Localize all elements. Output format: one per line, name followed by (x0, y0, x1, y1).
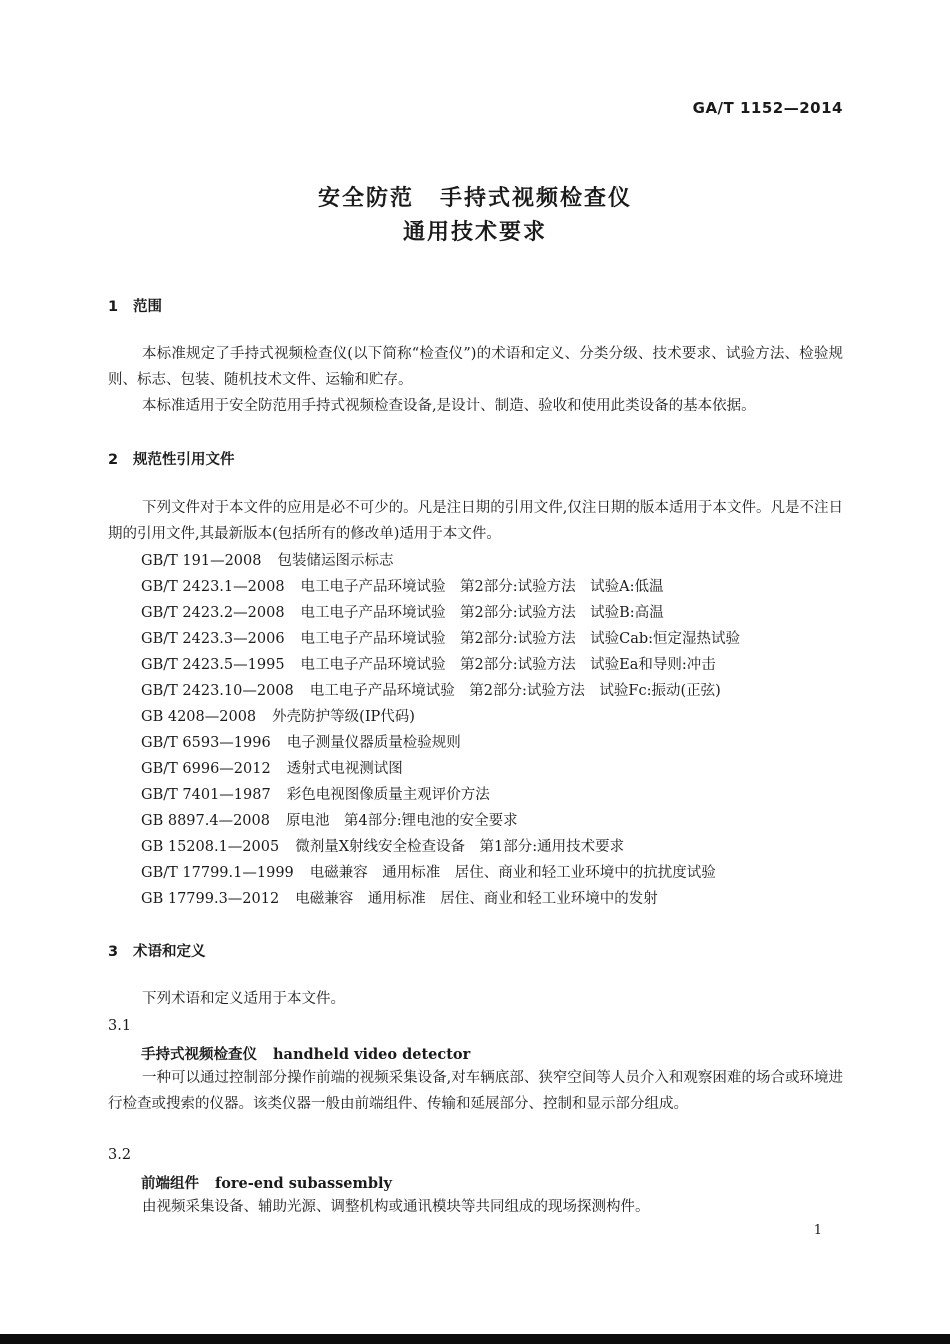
title-part-a: 安全防范 (317, 186, 414, 211)
title-part-b: 手持式视频检查仪 (440, 186, 633, 211)
reference-code: GB 15208.1—2005 (141, 839, 280, 855)
term-chinese: 前端组件 (141, 1176, 199, 1192)
section-2-paragraph-1: 下列文件对于本文件的应用是必不可少的。凡是注日期的引用文件,仅注日期的版本适用于本文件。凡是不注日期的引用文件,其最新版本(包括所有的修改单)适用于本文件。 (108, 500, 843, 542)
reference-title: 透射式电视测试图 (286, 761, 403, 777)
section-3-heading (108, 940, 206, 961)
section-title: 术语和定义 (133, 944, 206, 960)
section-1-paragraph-1: 本标准规定了手持式视频检查仪(以下简称“检查仪”)的术语和定义、分类分级、技术要求、试验方法、检验规则、标志、包装、随机技术文件、运输和贮存。 (108, 346, 843, 388)
reference-item (141, 861, 716, 882)
reference-code: GB 4208—2008 (141, 709, 257, 725)
reference-title: 外壳防护等级(IP代码) (272, 709, 415, 725)
term-number: 3.1 (108, 1018, 132, 1034)
reference-item (141, 575, 664, 596)
reference-title: 电工电子产品环境试验 第2部分:试验方法 试验Fc:振动(正弦) (309, 683, 721, 699)
reference-title: 包装储运图示标志 (277, 553, 394, 569)
reference-item (141, 809, 518, 830)
reference-code: GB/T 2423.10—2008 (141, 683, 294, 699)
term-definition: 由视频采集设备、辅助光源、调整机构或通讯模块等共同组成的现场探测构件。 (142, 1199, 650, 1215)
reference-item (141, 653, 716, 674)
term-definition: 一种可以通过控制部分操作前端的视频采集设备,对车辆底部、狭窄空间等人员介入和观察困难的场合或环境进行检查或搜索的仪器。该类仪器一般由前端组件、传输和延展部分、控制和显示部分组成。 (108, 1070, 843, 1112)
reference-item (141, 705, 415, 726)
reference-title: 电工电子产品环境试验 第2部分:试验方法 试验Ea和导则:冲击 (300, 657, 716, 673)
reference-code: GB/T 17799.1—1999 (141, 865, 294, 881)
section-2-heading (108, 448, 235, 469)
document-title-line1 (0, 181, 950, 212)
term-heading (141, 1043, 470, 1064)
reference-code: GB/T 2423.3—2006 (141, 631, 285, 647)
reference-code: GB/T 2423.5—1995 (141, 657, 285, 673)
term-chinese: 手持式视频检查仪 (141, 1047, 257, 1063)
reference-title: 电工电子产品环境试验 第2部分:试验方法 试验Cab:恒定湿热试验 (300, 631, 741, 647)
page-number: 1 (813, 1223, 822, 1238)
section-number: 1 (108, 299, 119, 315)
reference-item (141, 679, 721, 700)
section-number: 2 (108, 452, 119, 468)
reference-title: 彩色电视图像质量主观评价方法 (286, 787, 490, 803)
document-title-line2: 通用技术要求 (402, 220, 547, 245)
section-title: 规范性引用文件 (133, 452, 235, 468)
reference-title: 电磁兼容 通用标准 居住、商业和轻工业环境中的发射 (295, 891, 658, 907)
reference-item (141, 835, 624, 856)
reference-code: GB/T 6996—2012 (141, 761, 271, 777)
section-3-paragraph-1: 下列术语和定义适用于本文件。 (142, 991, 345, 1007)
reference-code: GB 17799.3—2012 (141, 891, 280, 907)
reference-item (141, 731, 461, 752)
reference-title: 原电池 第4部分:锂电池的安全要求 (286, 813, 518, 829)
reference-item (141, 757, 403, 778)
term-english: handheld video detector (273, 1046, 471, 1063)
section-number: 3 (108, 944, 119, 960)
reference-item (141, 887, 658, 908)
term-number: 3.2 (108, 1147, 132, 1163)
reference-title: 电磁兼容 通用标准 居住、商业和轻工业环境中的抗扰度试验 (309, 865, 716, 881)
reference-item (141, 627, 740, 648)
section-1-paragraph-2: 本标准适用于安全防范用手持式视频检查设备,是设计、制造、验收和使用此类设备的基本依据。 (142, 398, 756, 414)
reference-code: GB/T 6593—1996 (141, 735, 271, 751)
reference-code: GB/T 191—2008 (141, 553, 262, 569)
reference-item (141, 601, 664, 622)
reference-title: 微剂量X射线安全检查设备 第1部分:通用技术要求 (295, 839, 625, 855)
reference-code: GB 8897.4—2008 (141, 813, 270, 829)
section-title: 范围 (133, 299, 162, 315)
standard-code: GA/T 1152—2014 (692, 99, 843, 117)
reference-title: 电工电子产品环境试验 第2部分:试验方法 试验A:低温 (300, 579, 664, 595)
reference-title: 电工电子产品环境试验 第2部分:试验方法 试验B:高温 (300, 605, 664, 621)
reference-code: GB/T 2423.1—2008 (141, 579, 285, 595)
reference-title: 电子测量仪器质量检验规则 (286, 735, 461, 751)
section-1-heading (108, 295, 162, 316)
reference-code: GB/T 2423.2—2008 (141, 605, 285, 621)
term-heading (141, 1172, 392, 1193)
reference-item (141, 549, 393, 570)
term-english: fore-end subassembly (215, 1175, 392, 1192)
scan-edge-bar (0, 1334, 950, 1344)
reference-code: GB/T 7401—1987 (141, 787, 271, 803)
reference-item (141, 783, 490, 804)
